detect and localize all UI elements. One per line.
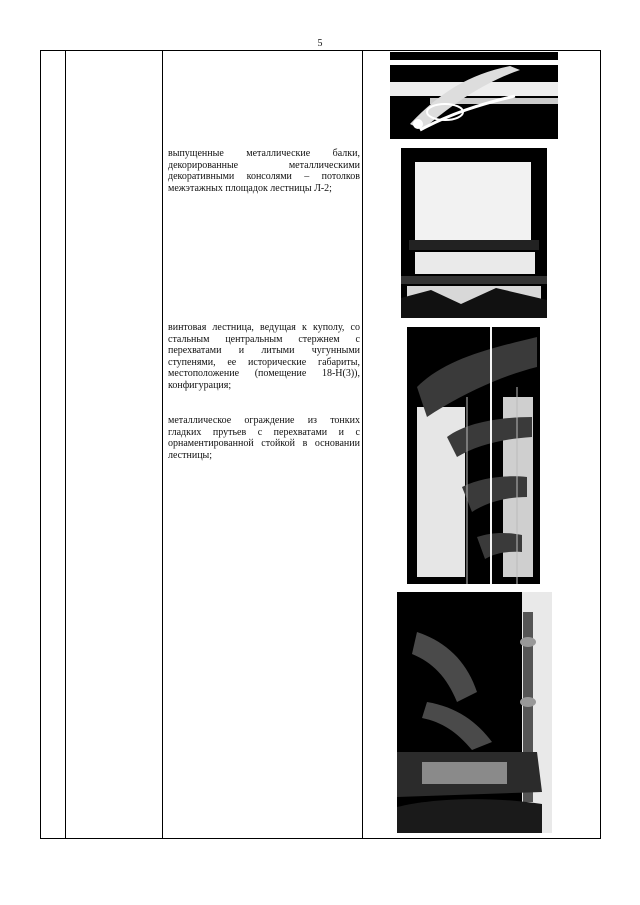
page-number: 5	[317, 38, 323, 49]
column-divider-2	[162, 51, 163, 838]
beam-bracket-photo	[390, 52, 558, 139]
description-beams	[168, 148, 360, 194]
description-text-3: металлическое ограждение из тонких гладких прутьев с перехватами и с орнаментированной стойкой в основании лестницы;	[168, 415, 360, 461]
spiral-staircase-photo	[407, 327, 540, 584]
ceiling-landing-photo	[401, 148, 547, 318]
description-text-1: выпущенные металлические балки, декорированные металлическими декоративными консолями – потолков межэтажных площадок лестницы Л-2;	[168, 148, 360, 194]
staircase-base-photo	[397, 592, 552, 833]
description-text-2: винтовая лестница, ведущая к куполу, со стальным центральным стержнем с перехватами и литыми чугунными ступенями, ее исторические габариты, местоположение (помещение 18-Н(3)), конфигурация;	[168, 322, 360, 391]
column-divider-3	[362, 51, 363, 838]
column-divider-1	[65, 51, 66, 838]
description-railing	[168, 415, 360, 461]
description-spiral-stair	[168, 322, 360, 391]
